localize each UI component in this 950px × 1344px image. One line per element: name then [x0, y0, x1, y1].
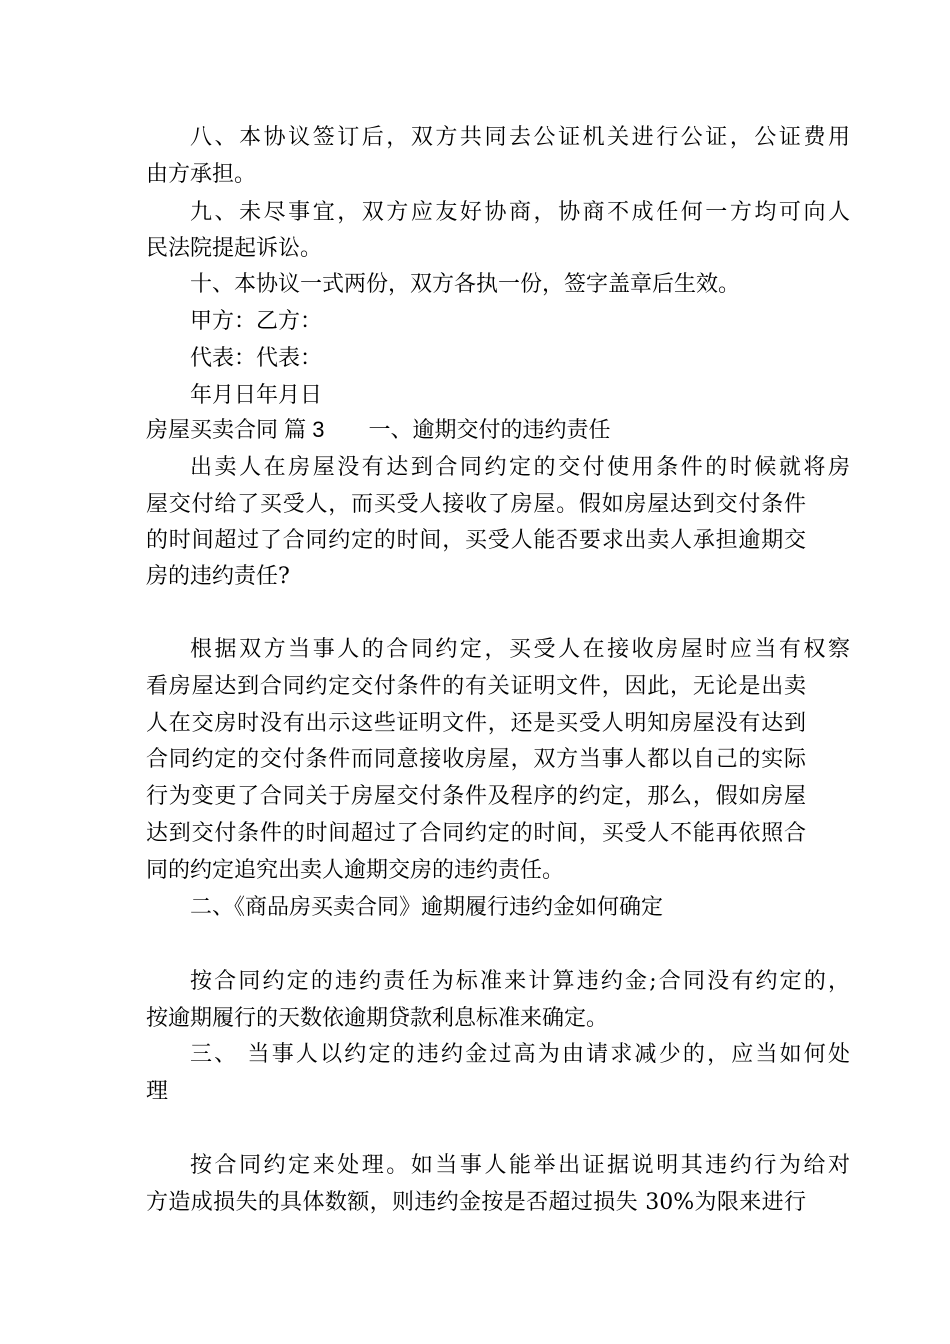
- clause-10: 十、本协议一式两份，双方各执一份，签字盖章后生效。: [190, 272, 741, 297]
- subsection-heading-1: 一、逾期交付的违约责任: [368, 418, 611, 443]
- subsection-heading-3-line-2: 理: [146, 1079, 169, 1104]
- party-a-b-line: 甲方：乙方：: [190, 309, 323, 334]
- paragraph-3-line-2: 按逾期履行的天数依逾期贷款利息标准来确定。: [146, 1006, 609, 1031]
- paragraph-2-line-5: 行为变更了合同关于房屋交付条件及程序的约定，那么，假如房屋: [146, 784, 806, 809]
- clause-9-line-2: 民法院提起诉讼。: [146, 236, 323, 261]
- paragraph-2-line-1: 根据双方当事人的合同约定，买受人在接收房屋时应当有权察: [190, 637, 850, 662]
- paragraph-4-line-2: 方造成损失的具体数额，则违约金按是否超过损失 30%为限来进行: [146, 1190, 806, 1215]
- contract-section-title: 房屋买卖合同 篇 3: [146, 417, 325, 442]
- paragraph-4-line-1: 按合同约定来处理。如当事人能举出证据说明其违约行为给对: [190, 1153, 850, 1178]
- paragraph-1-line-4: 房的违约责任?: [146, 564, 290, 589]
- clause-8-line-1: 八、本协议签订后，双方共同去公证机关进行公证，公证费用: [190, 125, 850, 150]
- paragraph-2-line-2: 看房屋达到合同约定交付条件的有关证明文件，因此，无论是出卖: [146, 674, 806, 699]
- clause-9-line-1: 九、未尽事宜，双方应友好协商，协商不成任何一方均可向人: [190, 200, 850, 225]
- paragraph-2-line-3: 人在交房时没有出示这些证明文件，还是买受人明知房屋没有达到: [146, 711, 806, 736]
- section-heading-row: [146, 415, 610, 445]
- paragraph-2-line-6: 达到交付条件的时间超过了合同约定的时间，买受人不能再依照合: [146, 821, 806, 846]
- paragraph-2-line-7: 同的约定追究出卖人逾期交房的违约责任。: [146, 858, 565, 883]
- representative-line: 代表：代表：: [190, 346, 323, 371]
- clause-8-line-2: 由方承担。: [146, 162, 257, 187]
- paragraph-1-line-3: 的时间超过了合同约定的时间，买受人能否要求出卖人承担逾期交: [146, 528, 806, 553]
- paragraph-3-line-1: 按合同约定的违约责任为标准来计算违约金;合同没有约定的，: [190, 969, 850, 994]
- subsection-heading-2: 二、《商品房买卖合同》逾期履行违约金如何确定: [190, 895, 664, 920]
- paragraph-1-line-2: 屋交付给了买受人，而买受人接收了房屋。假如房屋达到交付条件: [146, 492, 806, 517]
- paragraph-2-line-4: 合同约定的交付条件而同意接收房屋，双方当事人都以自己的实际: [146, 747, 806, 772]
- paragraph-1-line-1: 出卖人在房屋没有达到合同约定的交付使用条件的时候就将房: [190, 455, 850, 480]
- subsection-heading-3-line-1: 三、 当事人以约定的违约金过高为由请求减少的，应当如何处: [190, 1042, 850, 1067]
- date-line: 年月日年月日: [190, 383, 323, 408]
